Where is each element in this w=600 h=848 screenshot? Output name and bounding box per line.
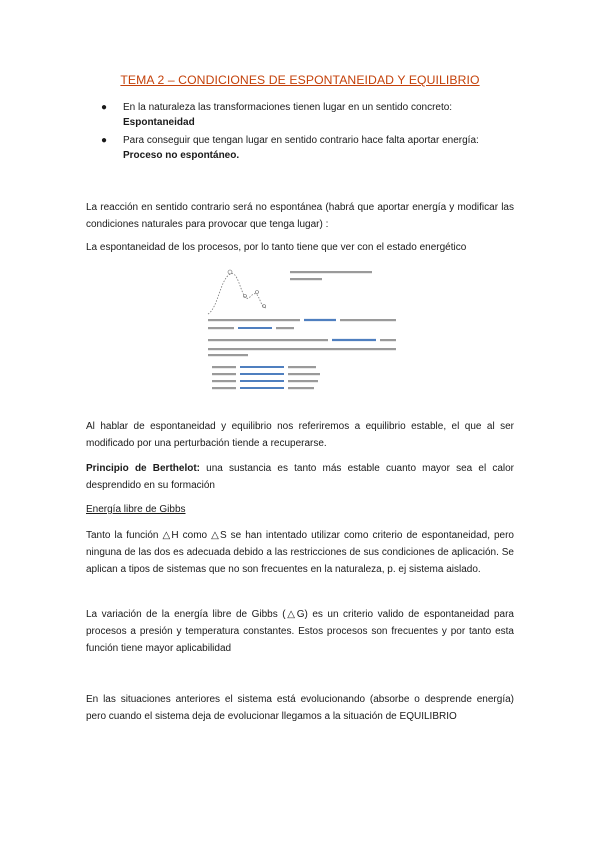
berthelot-text: una sustancia es tanto más estable cuanto mayor sea el calor desprendido en su formación <box>86 463 514 491</box>
bullet-text: En la naturaleza las transformaciones tienen lugar en un sentido concreto: <box>123 102 453 113</box>
paragraph-gibbs-criterio: La variación de la energía libre de Gibbs (△G) es un criterio valido de espontaneidad para procesos a presión y temperatura constantes. Estos procesos son frecuentes y por tanto esta función tiene mayor aplicabilidad <box>86 609 514 654</box>
state-label <box>212 366 236 368</box>
bullet-text: Para conseguir que tengan lugar en sentido contrario hace falta aportar energía: <box>123 135 479 146</box>
note-line <box>290 278 322 280</box>
note-line <box>290 271 372 273</box>
bullet-bold-term: Proceso no espontáneo. <box>123 150 240 161</box>
state-result <box>288 380 318 382</box>
intro-bullet-list <box>101 100 514 166</box>
list-item <box>101 133 514 163</box>
state-result <box>288 366 316 368</box>
label-line <box>340 319 396 321</box>
paragraph-equilibrio-estable: Al hablar de espontaneidad y equilibrio nos referiremos a equilibrio estable, el que al ser modificado por una perturbación tiende a recuperarse. <box>86 421 514 449</box>
paragraph-entalpia-entropia: Tanto la función △H como △S se han intentado utilizar como criterio de espontaneidad, pero ninguna de las dos es adecuada debido a las restricciones de sus condiciones de aplicación. Se aplican a tipos de sistemas que no son frecuentes en la naturaleza, p. ej sistema aislado. <box>86 530 514 575</box>
label-line <box>208 327 234 329</box>
label-line <box>208 319 300 321</box>
paragraph-berthelot <box>86 460 514 494</box>
paragraph-equilibrio: En las situaciones anteriores el sistema está evolucionando (absorbe o desprende energía) pero cuando el sistema deja de evolucionar llegamos a la situación de EQUILIBRIO <box>86 694 514 722</box>
state-label <box>212 387 236 389</box>
state-result <box>288 387 314 389</box>
document-title: TEMA 2 – CONDICIONES DE ESPONTANEIDAD Y EQUILIBRIO <box>120 73 480 87</box>
label-line <box>276 327 294 329</box>
energy-diagram-figure <box>200 262 410 412</box>
curve-ball <box>256 291 259 294</box>
berthelot-label: Principio de Berthelot: <box>86 463 200 474</box>
state-label <box>212 373 236 375</box>
paragraph-reaccion: La reacción en sentido contrario será no espontánea (habrá que aportar energía y modificar las condiciones naturales para provocar que tenga lugar) : <box>86 202 514 230</box>
label-line <box>208 348 396 350</box>
paragraph-espontaneidad: La espontaneidad de los procesos, por lo tanto tiene que ver con el estado energético <box>86 242 467 253</box>
section-heading-gibbs: Energía libre de Gibbs <box>86 504 186 515</box>
bullet-icon: ● <box>101 102 108 113</box>
list-item <box>101 100 514 130</box>
curve-ball <box>228 270 232 274</box>
bullet-icon: ● <box>101 135 108 146</box>
label-line <box>208 339 328 341</box>
state-result <box>288 373 320 375</box>
state-label <box>212 380 236 382</box>
bullet-bold-term: Espontaneidad <box>123 117 195 128</box>
label-line <box>208 354 248 356</box>
label-line <box>380 339 396 341</box>
